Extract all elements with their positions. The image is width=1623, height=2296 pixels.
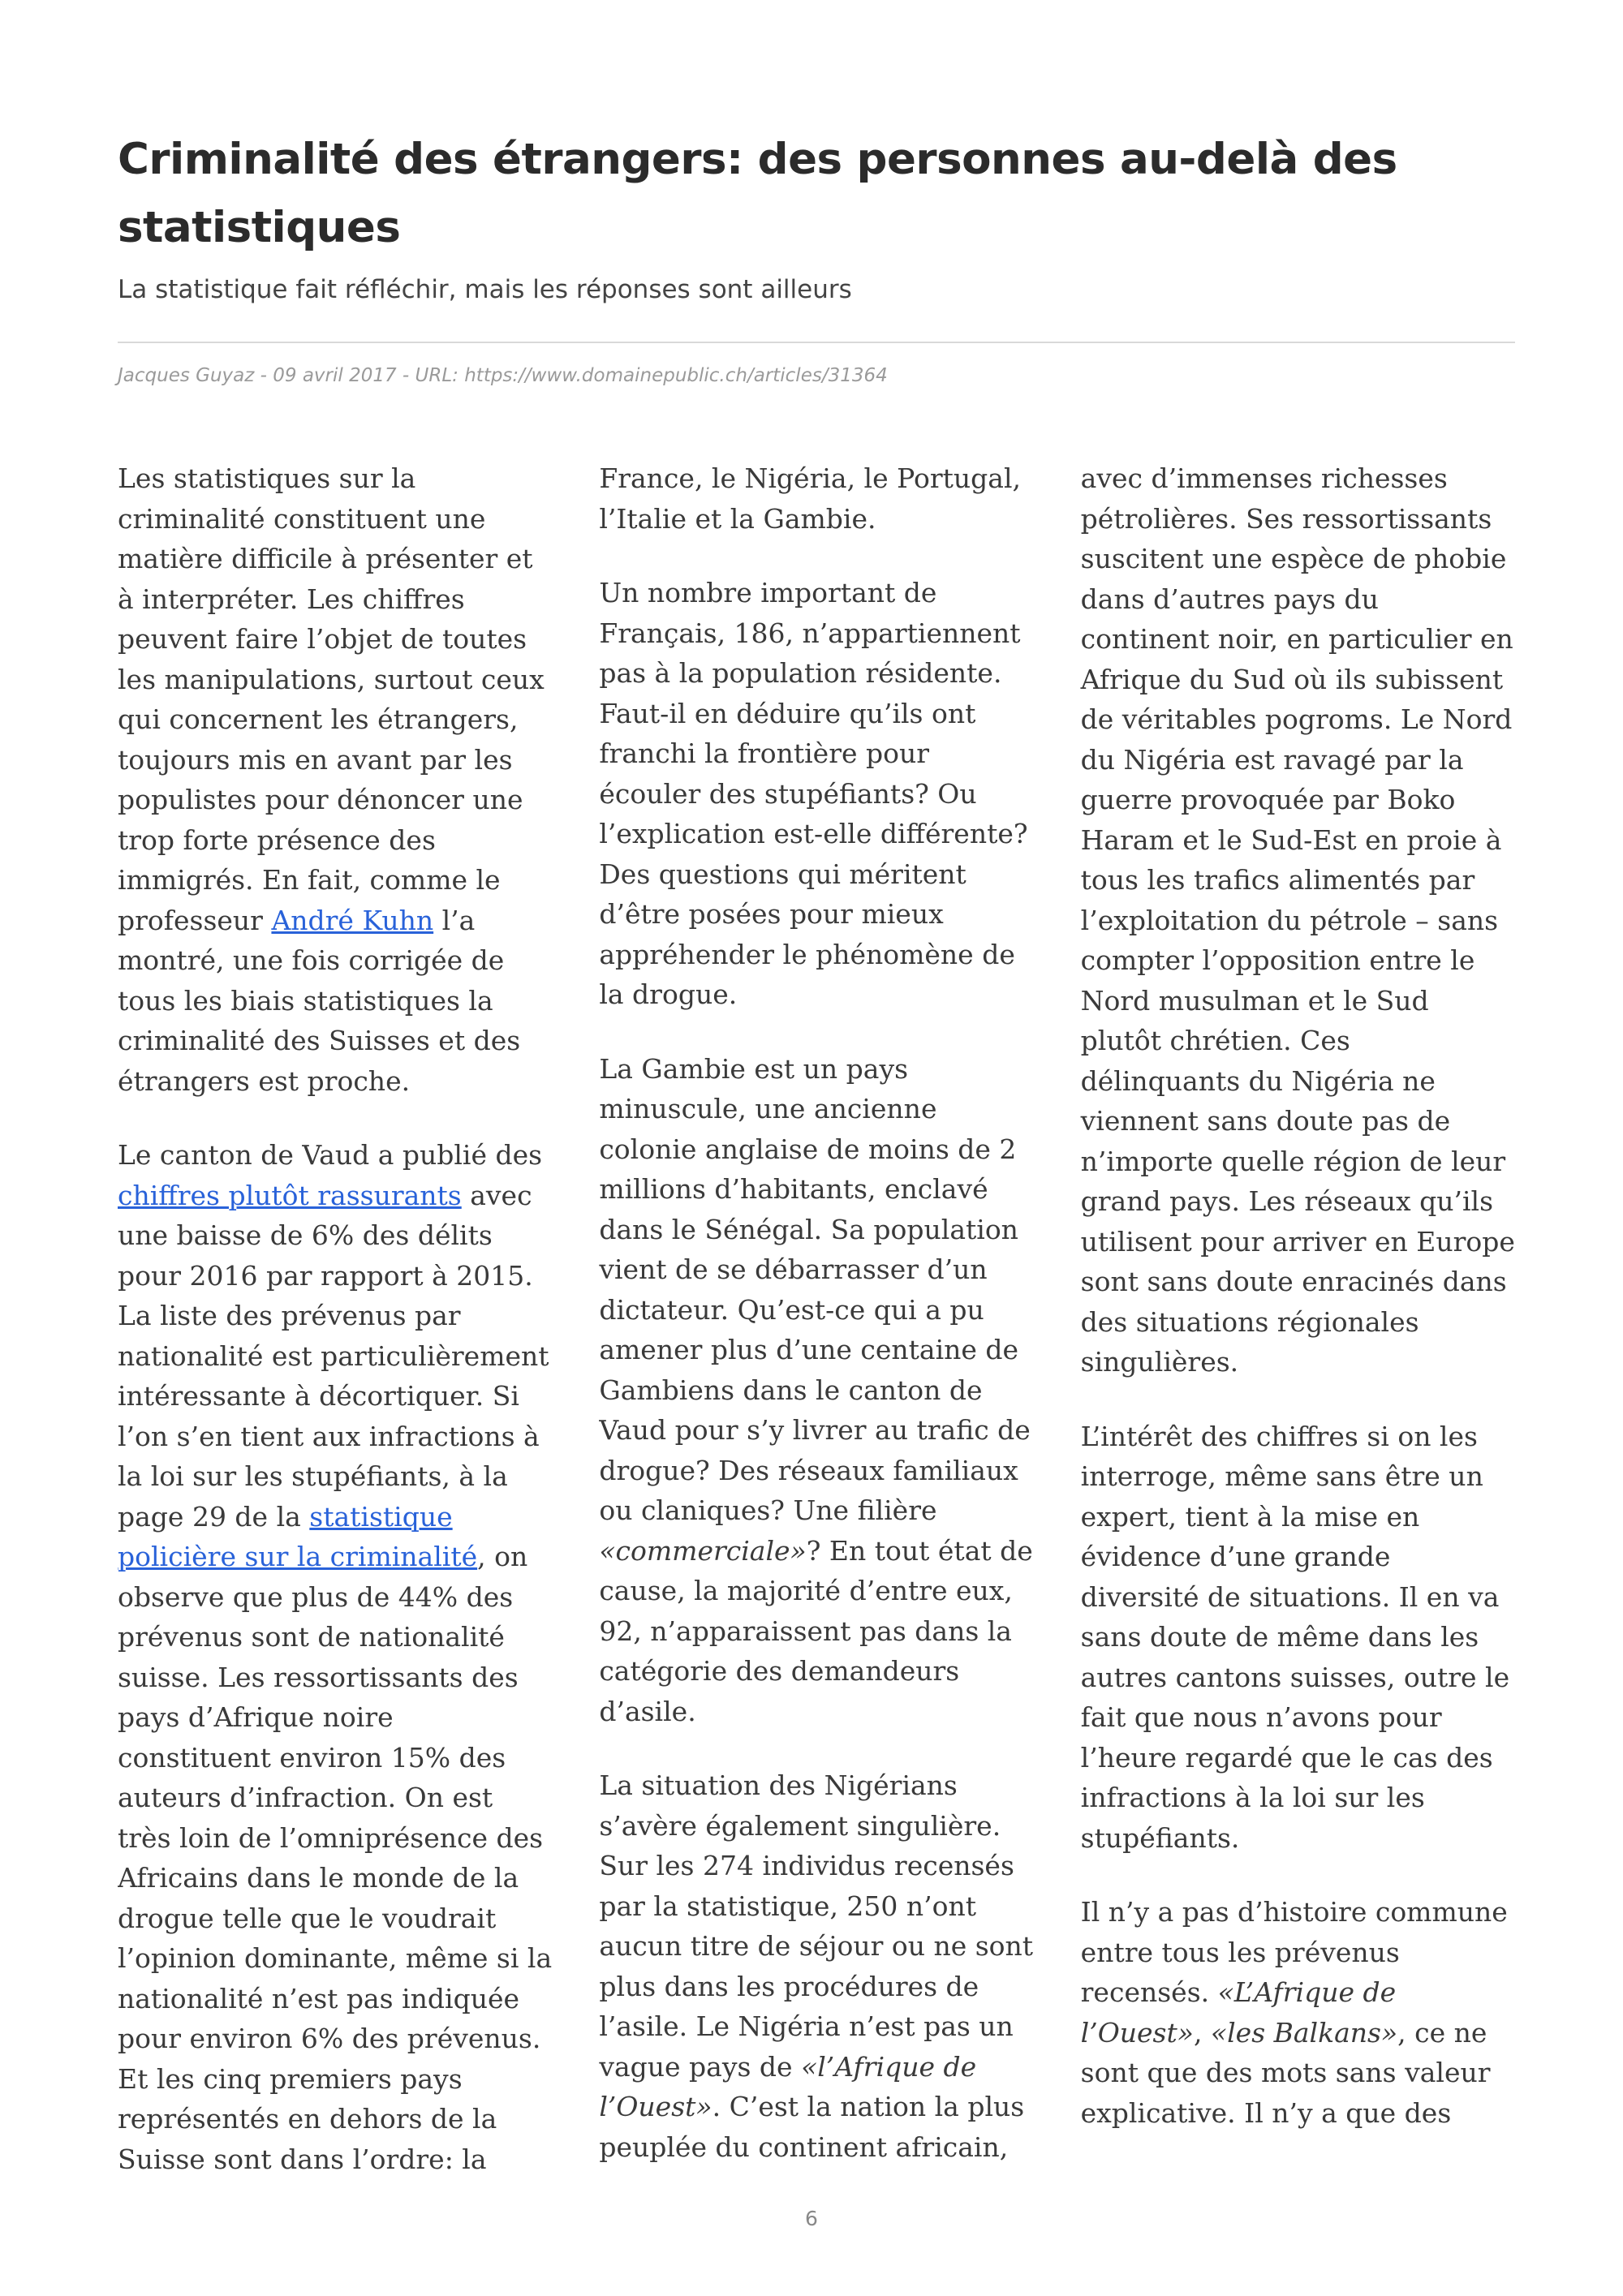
link-chiffres-rassurants[interactable]: chiffres plutôt rassurants — [118, 1179, 462, 1211]
paragraph-text: La Gambie est un pays minuscule, une ancienne colonie anglaise de moins de 2 millions d’habitants, enclavé dans le Sénégal. Sa population vient de se débarrasser d’un dictateur. Qu’est-ce qui a pu amener plus d’une centaine de Gambiens dans le canton de Vaud pour s’y livrer au trafic de drogue? Des réseaux familiaux ou claniques? Une filière — [599, 1052, 1031, 1526]
paragraph-text: l’a montré, une fois corrigée de tous les biais statistiques la criminalité des Suisses et des étrangers est proche. — [118, 904, 521, 1097]
article-body — [118, 458, 1515, 2186]
quoted-term: «l’Afrique de l’Ouest» — [599, 2050, 977, 2122]
article-title: Criminalité des étrangers: des personnes au-delà des statistiques — [118, 135, 1397, 252]
quoted-term: «L’Afrique de l’Ouest» — [1080, 1976, 1397, 2049]
link-statistique-policiere[interactable]: statistique policière sur la criminalité — [118, 1500, 478, 1572]
page-number: 6 — [805, 2207, 818, 2230]
paragraph-text: , on observe que plus de 44% des prévenus sont de nationalité suisse. Les ressortissants des pays d’Afrique noire constituent environ 15% des auteurs d’infraction. On est très loin de l’omniprésence des Africains dans le monde de la drogue telle que le voudrait l’opinion dominante, même si la nationalité n’est pas indiquée pour environ 6% des prévenus. Et les cinq premiers pays représentés en dehors de la Suisse sont dans l’ordre: la France, le Nigéria, le Portugal, l’Italie et la Gambie. — [118, 462, 1021, 2175]
paragraph-text: , — [1193, 2016, 1211, 2049]
paragraph-text: La situation des Nigérians s’avère également singulière. Sur les 274 individus recensés par la statistique, 250 n’ont aucun titre de séjour ou ne sont plus dans les procédures de l’asile. Le Nigéria n’est pas un vague pays de — [599, 1769, 1034, 2083]
article-header — [118, 126, 1515, 390]
quoted-term: «les Balkans» — [1210, 2016, 1398, 2049]
header-divider — [118, 342, 1515, 343]
quoted-term: «commerciale» — [599, 1534, 807, 1567]
paragraph-6: L’intérêt des chiffres si on les interroge, même sans être un expert, tient à la mise en évidence d’une grande diversité de situations. Il en va sans doute de même dans les autres cantons suisses, outre le fait que nous n’avons pour l’heure regardé que le cas des infractions à la loi sur les stupéfiants. — [1080, 1420, 1510, 1854]
paragraph-text: Il n’y a pas d’histoire commune entre tous les prévenus recensés. — [1080, 1896, 1508, 2008]
article-meta: Jacques Guyaz - 09 avril 2017 - URL: https://www.domainepublic.ch/articles/31364 — [118, 365, 888, 386]
paragraph-text: , ce ne sont que des mots sans valeur explicative. Il n’y a que des — [1080, 2016, 1491, 2129]
article-subtitle: La statistique fait réfléchir, mais les réponses sont ailleurs — [118, 275, 852, 304]
paragraph-3: Un nombre important de Français, 186, n’appartiennent pas à la population résidente. Faut-il en déduire qu’ils ont franchi la frontière pour écouler des stupéfiants? Ou l’explication est-elle différente? Des questions qui méritent d’être posées pour mieux appréhender le phénomène de la drogue. — [599, 577, 1028, 1010]
paragraph-text: . C’est la nation la plus peuplée du continent africain, avec d’immenses richesses pétrolières. Ses ressortissants suscitent une espèce de phobie dans d’autres pays du continent noir, en particulier en Afrique du Sud où ils subissent de véritables pogroms. Le Nord du Nigéria est ravagé par la guerre provoquée par Boko Haram et le Sud-Est en proie à tous les trafics alimentés par l’exploitation du pétrole – sans compter l’opposition entre le Nord musulman et le Sud plutôt chrétien. Ces délinquants du Nigéria ne viennent sans doute pas de n’importe quelle région de leur grand pays. Les réseaux qu’ils utilisent pour arriver en Europe sont sans doute enracinés dans des situations régionales singulières. — [599, 462, 1515, 2163]
paragraph-text: Les statistiques sur la criminalité constituent une matière difficile à présenter et à interpréter. Les chiffres peuvent faire l’objet de toutes les manipulations, surtout ceux qui concernent les étrangers, toujours mis en avant par les populistes pour dénoncer une trop forte présence des immigrés. En fait, comme le professeur — [118, 462, 545, 936]
paragraph-7 — [1081, 1892, 1515, 2133]
paragraph-text: avec une baisse de 6% des délits pour 2016 par rapport à 2015. La liste des prévenus par nationalité est particulièrement intéressante à décortiquer. Si l’on s’en tient aux infractions à la loi sur les stupéfiants, à la page 29 de la — [118, 1179, 549, 1533]
link-andre-kuhn[interactable]: André Kuhn — [271, 904, 434, 936]
paragraph-4 — [599, 1049, 1033, 1732]
paragraph-text: Le canton de Vaud a publié des — [118, 1139, 543, 1171]
paragraph-text: ? En tout état de cause, la majorité d’entre eux, 92, n’apparaissent pas dans la catégorie des demandeurs d’asile. — [599, 1534, 1033, 1727]
paragraph-1 — [118, 458, 552, 1101]
